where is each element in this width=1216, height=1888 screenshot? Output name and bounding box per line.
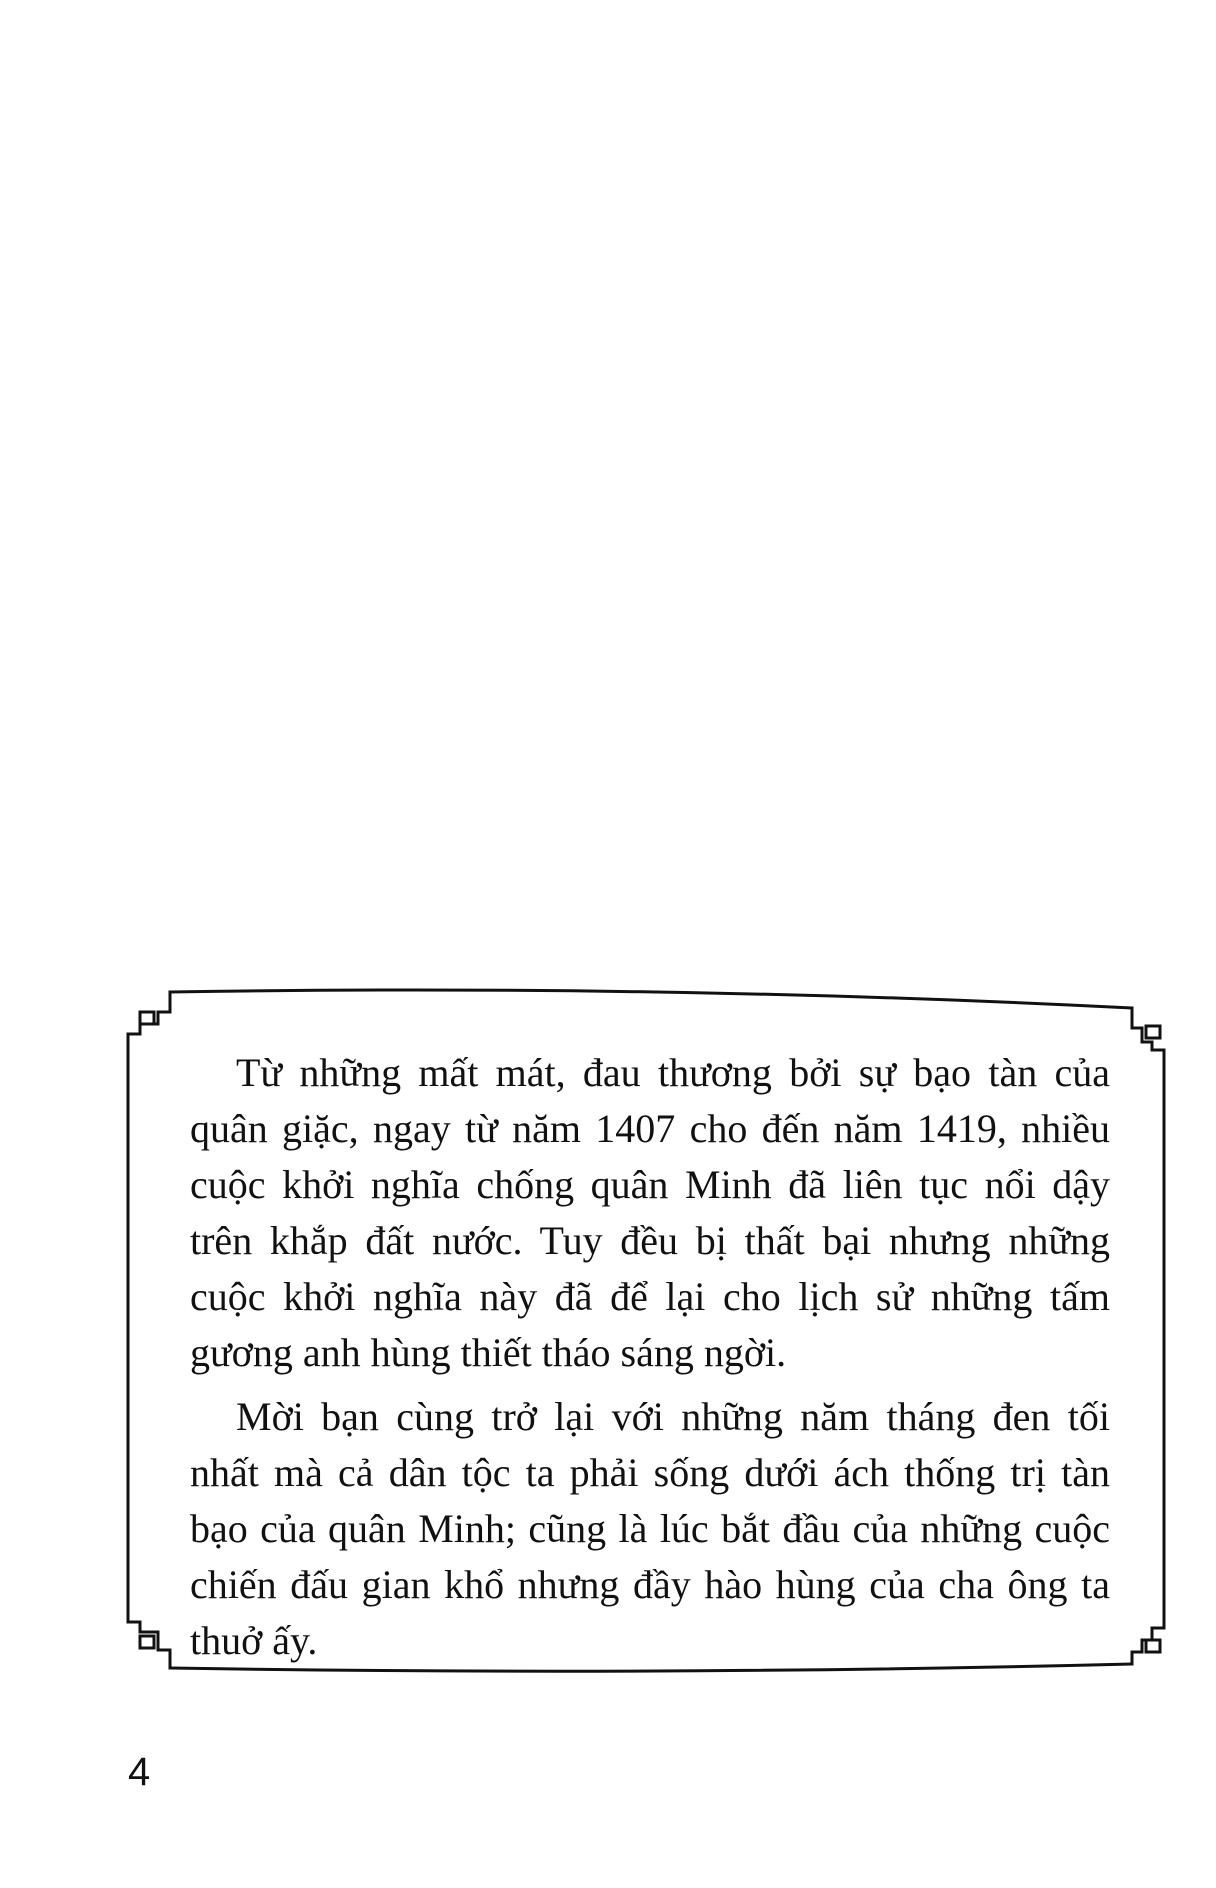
frame-corner-bottom-right <box>1132 1618 1164 1664</box>
frame-corner-top-left <box>128 992 170 1046</box>
frame-top-edge <box>170 990 1132 1008</box>
paragraph-1: Từ những mất mát, đau thương bởi sự bạo tàn của quân giặc, ngay từ năm 1407 cho đến năm 1419, nhiều cuộc khởi nghĩa chống quân Minh đã liên tục nổi dậy trên khắp đất nước. Tuy đều bị thất bại nhưng những cuộc khởi nghĩa này đã để lại cho lịch sử những tấm gương anh hùng thiết tháo sáng ngời. <box>190 1050 1110 1375</box>
page-number: 4 <box>128 1750 151 1794</box>
frame-corner-bottom-left <box>128 1604 170 1668</box>
paragraph-2: Mời bạn cùng trở lại với những năm tháng đen tối nhất mà cả dân tộc ta phải sống dưới ách thống trị tàn bạo của quân Minh; cũng là lúc bắt đầu của những cuộc chiến đấu gian khổ nhưng đầy hào hùng của cha ông ta thuở ấy. <box>190 1394 1110 1663</box>
body-text-block <box>190 1045 1110 1669</box>
frame-corner-top-right <box>1132 1008 1164 1056</box>
